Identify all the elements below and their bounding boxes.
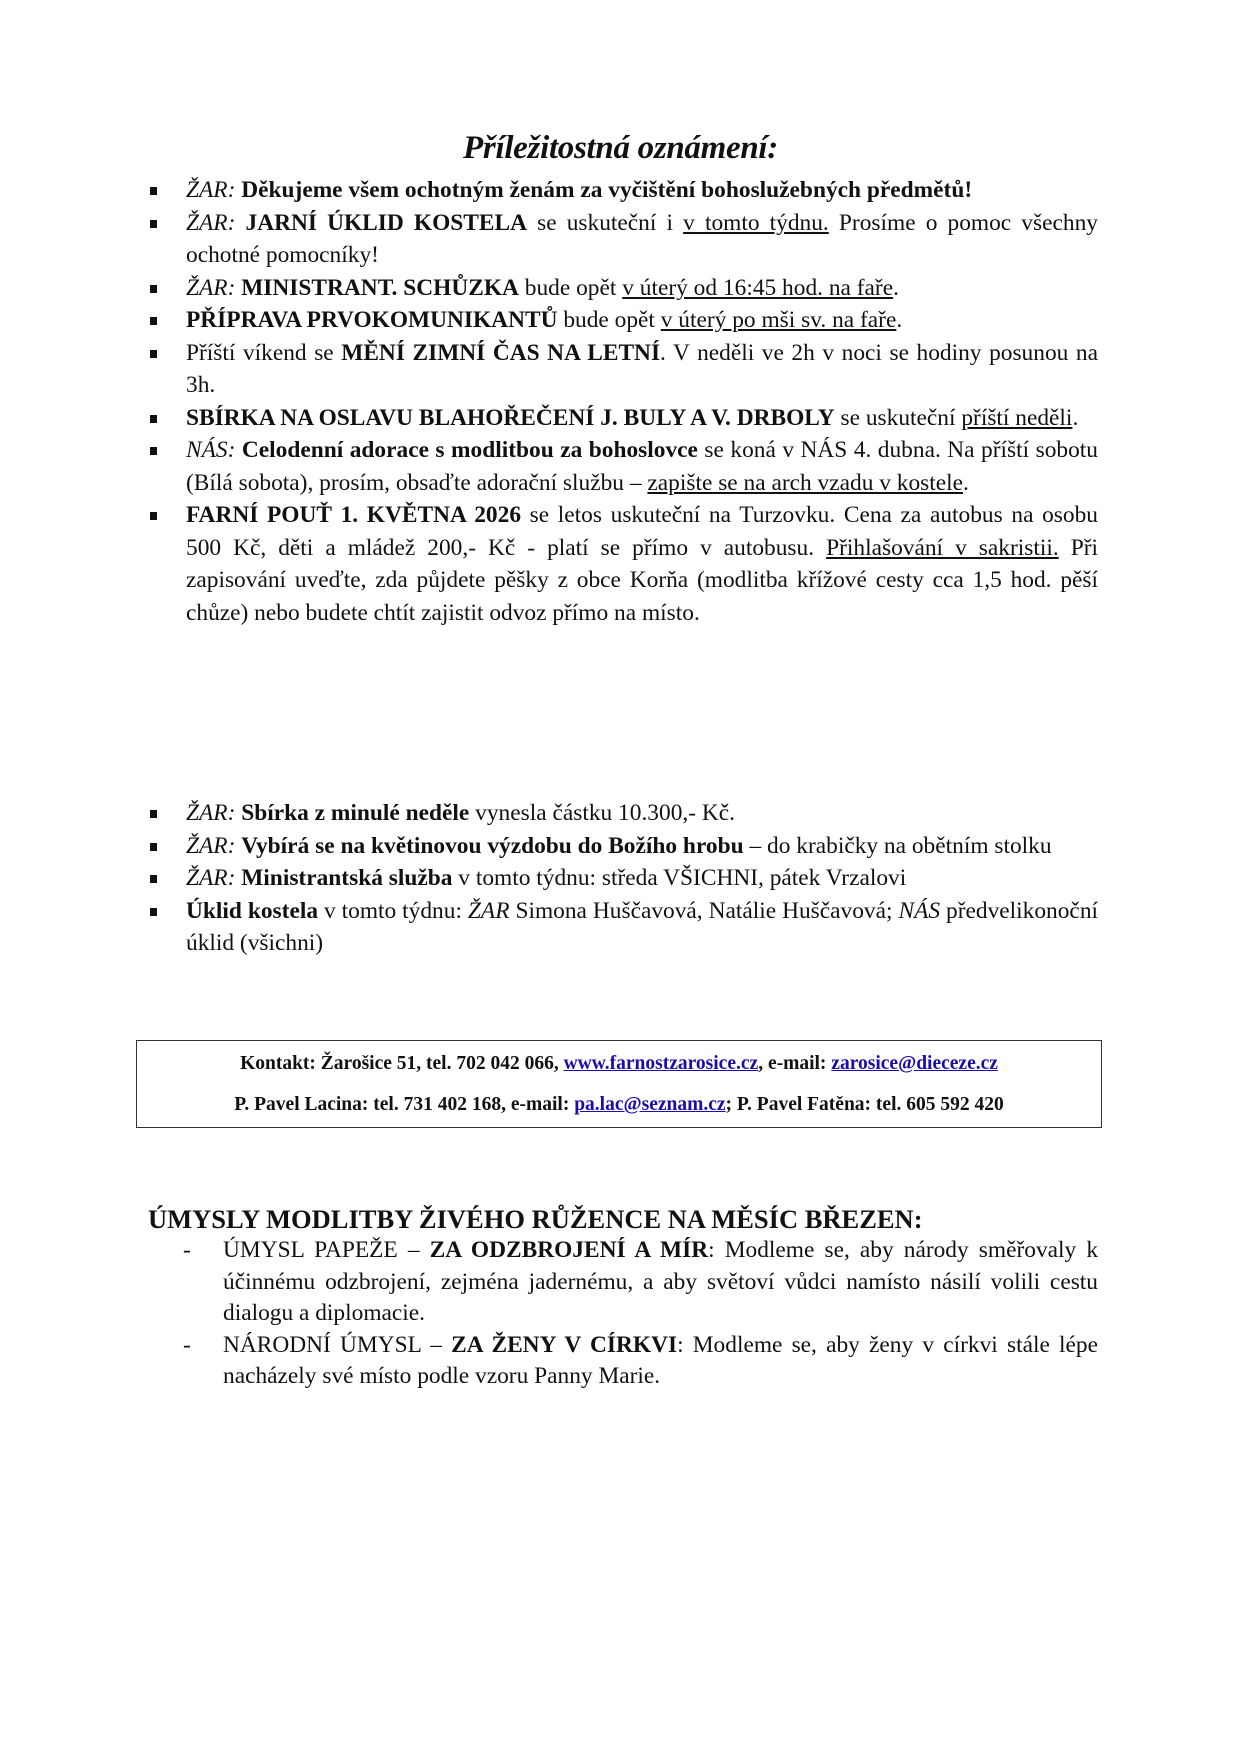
text-segment: – do krabičky na obětním stolku xyxy=(743,832,1052,859)
text-segment: zapište se na arch vzadu v kostele xyxy=(647,469,964,496)
announcement-item xyxy=(150,272,1098,305)
announcement-item xyxy=(150,207,1098,272)
text-segment: SBÍRKA NA OSLAVU BLAHOŘEČENÍ J. BULY A V. DRBOLY xyxy=(186,404,835,431)
text-segment: MINISTRANT. SCHŮZKA xyxy=(241,274,519,301)
announcement-item xyxy=(150,862,1098,895)
text-segment: : Modleme se, aby ženy v církvi stále lépe nacházely své místo podle vzoru Panny Marie. xyxy=(223,1331,1098,1389)
text-segment: ŽAR: xyxy=(186,865,242,891)
square-bullet-icon xyxy=(150,810,157,818)
text-segment: PŘÍPRAVA PRVOKOMUNIKANTŮ xyxy=(186,307,558,333)
text-segment: . xyxy=(1072,404,1079,431)
contact-link[interactable]: pa.lac@seznam.cz xyxy=(574,1094,726,1115)
text-segment: v úterý od 16:45 hod. na faře xyxy=(622,274,894,301)
text-segment: NÁS: xyxy=(186,437,242,463)
text-segment: Sbírka z minulé neděle xyxy=(241,800,470,826)
text-segment: Děkujeme všem ochotným ženám za vyčištění bohoslužebných předmětů! xyxy=(241,177,973,203)
square-bullet-icon xyxy=(150,187,157,195)
text-segment: Ministrantská služba xyxy=(241,865,453,891)
intention-item xyxy=(183,1330,1098,1393)
text-segment: se koná v NÁS 4. dubna. Na příští sobotu (Bílá sobota), prosím, obsaďte adorační službu – xyxy=(186,437,1098,496)
text-segment: v tomto týdnu: xyxy=(318,897,468,924)
text-segment: . V neděli ve 2h v noci se hodiny posunou na 3h. xyxy=(186,339,1098,398)
square-bullet-icon xyxy=(150,317,157,325)
text-segment: JARNÍ ÚKLID KOSTELA xyxy=(245,209,527,236)
text-segment: P. Pavel Lacina: tel. 731 402 168, e-mail: xyxy=(234,1094,575,1115)
announcements-list-secondary xyxy=(150,797,1098,960)
square-bullet-icon xyxy=(150,220,157,228)
text-segment: Při zapisování uveďte, zda půjdete pěšky z obce Korňa (modlitba křížové cesty cca 1,5 hod. pěší chůze) nebo budete chtít zajistit odvoz přímo na místo. xyxy=(186,534,1099,626)
square-bullet-icon xyxy=(150,415,157,423)
contact-link[interactable]: www.farnostzarosice.cz xyxy=(563,1053,759,1074)
text-segment: NÁS xyxy=(898,897,941,924)
text-segment: Prosíme o pomoc všechny ochotné pomocníky! xyxy=(186,209,1098,268)
text-segment: Úklid kostela xyxy=(186,897,319,924)
announcement-item xyxy=(150,402,1098,435)
text-segment: ZA ODZBROJENÍ A MÍR xyxy=(429,1237,709,1263)
announcements-list xyxy=(150,174,1098,629)
text-segment: ZA ŽENY V CÍRKVI xyxy=(451,1331,678,1358)
square-bullet-icon xyxy=(150,843,157,851)
text-segment: ŽAR: xyxy=(186,177,242,203)
announcement-item xyxy=(150,337,1098,402)
square-bullet-icon xyxy=(150,285,157,293)
announcement-item xyxy=(150,434,1098,499)
text-segment: . xyxy=(896,307,903,333)
text-segment: se letos uskuteční na Turzovku. Cena za autobus na osobu 500 Kč, děti a mládež 200,- Kč - platí se přímo v autobusu. xyxy=(186,502,1098,561)
text-segment: , e-mail: xyxy=(758,1053,832,1074)
text-segment: příští neděli xyxy=(961,404,1073,431)
text-segment: v tomto týdnu. xyxy=(683,209,829,236)
rosary-intentions-list xyxy=(183,1235,1098,1393)
square-bullet-icon xyxy=(150,875,157,883)
contact-line-parish xyxy=(137,1053,1101,1075)
text-segment: MĚNÍ ZIMNÍ ČAS NA LETNÍ xyxy=(341,339,661,366)
square-bullet-icon xyxy=(150,447,157,455)
text-segment: v úterý po mši sv. na faře xyxy=(660,307,897,333)
text-segment: . xyxy=(963,469,969,496)
text-segment: v tomto týdnu: středa VŠICHNI, pátek Vrzalovi xyxy=(452,865,907,891)
text-segment: ŽAR: xyxy=(186,832,242,859)
text-segment: předvelikonoční úklid (všichni) xyxy=(186,897,1099,956)
text-segment: Přihlašování v sakristii. xyxy=(826,534,1059,561)
square-bullet-icon xyxy=(150,908,157,916)
text-segment: : Modleme se, aby národy směřovaly k účinnému odzbrojení, zejména jadernému, a aby světoví vůdci namísto násilí volili cestu dialogu a diplomacie. xyxy=(223,1237,1099,1326)
text-segment: ŽAR: xyxy=(186,209,246,236)
text-segment: Vybírá se na květinovou výzdobu do Božího hrobu xyxy=(241,832,744,859)
text-segment: . xyxy=(893,274,899,301)
announcement-item xyxy=(150,895,1098,960)
text-segment: Celodenní adorace s modlitbou za bohoslovce xyxy=(241,437,698,463)
text-segment: vynesla částku 10.300,- Kč. xyxy=(469,800,735,826)
dash-marker: - xyxy=(183,1237,191,1263)
dash-marker: - xyxy=(183,1331,191,1358)
square-bullet-icon xyxy=(150,512,157,520)
announcement-item xyxy=(150,830,1098,863)
text-segment: se uskuteční xyxy=(834,404,962,431)
intention-item xyxy=(183,1235,1098,1330)
text-segment: FARNÍ POUŤ 1. KVĚTNA 2026 xyxy=(186,502,522,528)
text-segment: Příští víkend se xyxy=(186,339,342,366)
announcement-item xyxy=(150,174,1098,207)
announcement-item xyxy=(150,499,1098,629)
contact-box xyxy=(136,1040,1102,1128)
text-segment: Kontakt: Žarošice 51, tel. 702 042 066, xyxy=(240,1053,564,1074)
text-segment: NÁRODNÍ ÚMYSL – xyxy=(223,1331,452,1358)
square-bullet-icon xyxy=(150,350,157,358)
text-segment: bude opět xyxy=(518,274,623,301)
rosary-heading: ÚMYSLY MODLITBY ŽIVÉHO RŮŽENCE NA MĚSÍC BŘEZEN: xyxy=(148,1204,923,1234)
text-segment: ŽAR: xyxy=(186,274,242,301)
contact-line-priests xyxy=(137,1094,1101,1116)
text-segment: ŽAR: xyxy=(186,800,242,826)
announcement-item xyxy=(150,797,1098,830)
announcement-item xyxy=(150,304,1098,337)
text-segment: ŽAR xyxy=(467,897,510,924)
text-segment: se uskuteční i xyxy=(527,209,684,236)
text-segment: Simona Huščavová, Natálie Huščavová; xyxy=(509,897,899,924)
text-segment: ÚMYSL PAPEŽE – xyxy=(223,1237,430,1263)
text-segment: ; P. Pavel Fatěna: tel. 605 592 420 xyxy=(725,1094,1004,1115)
text-segment: bude opět xyxy=(557,307,661,333)
page-title: Příležitostná oznámení: xyxy=(463,130,778,166)
contact-link[interactable]: zarosice@dieceze.cz xyxy=(831,1053,998,1074)
